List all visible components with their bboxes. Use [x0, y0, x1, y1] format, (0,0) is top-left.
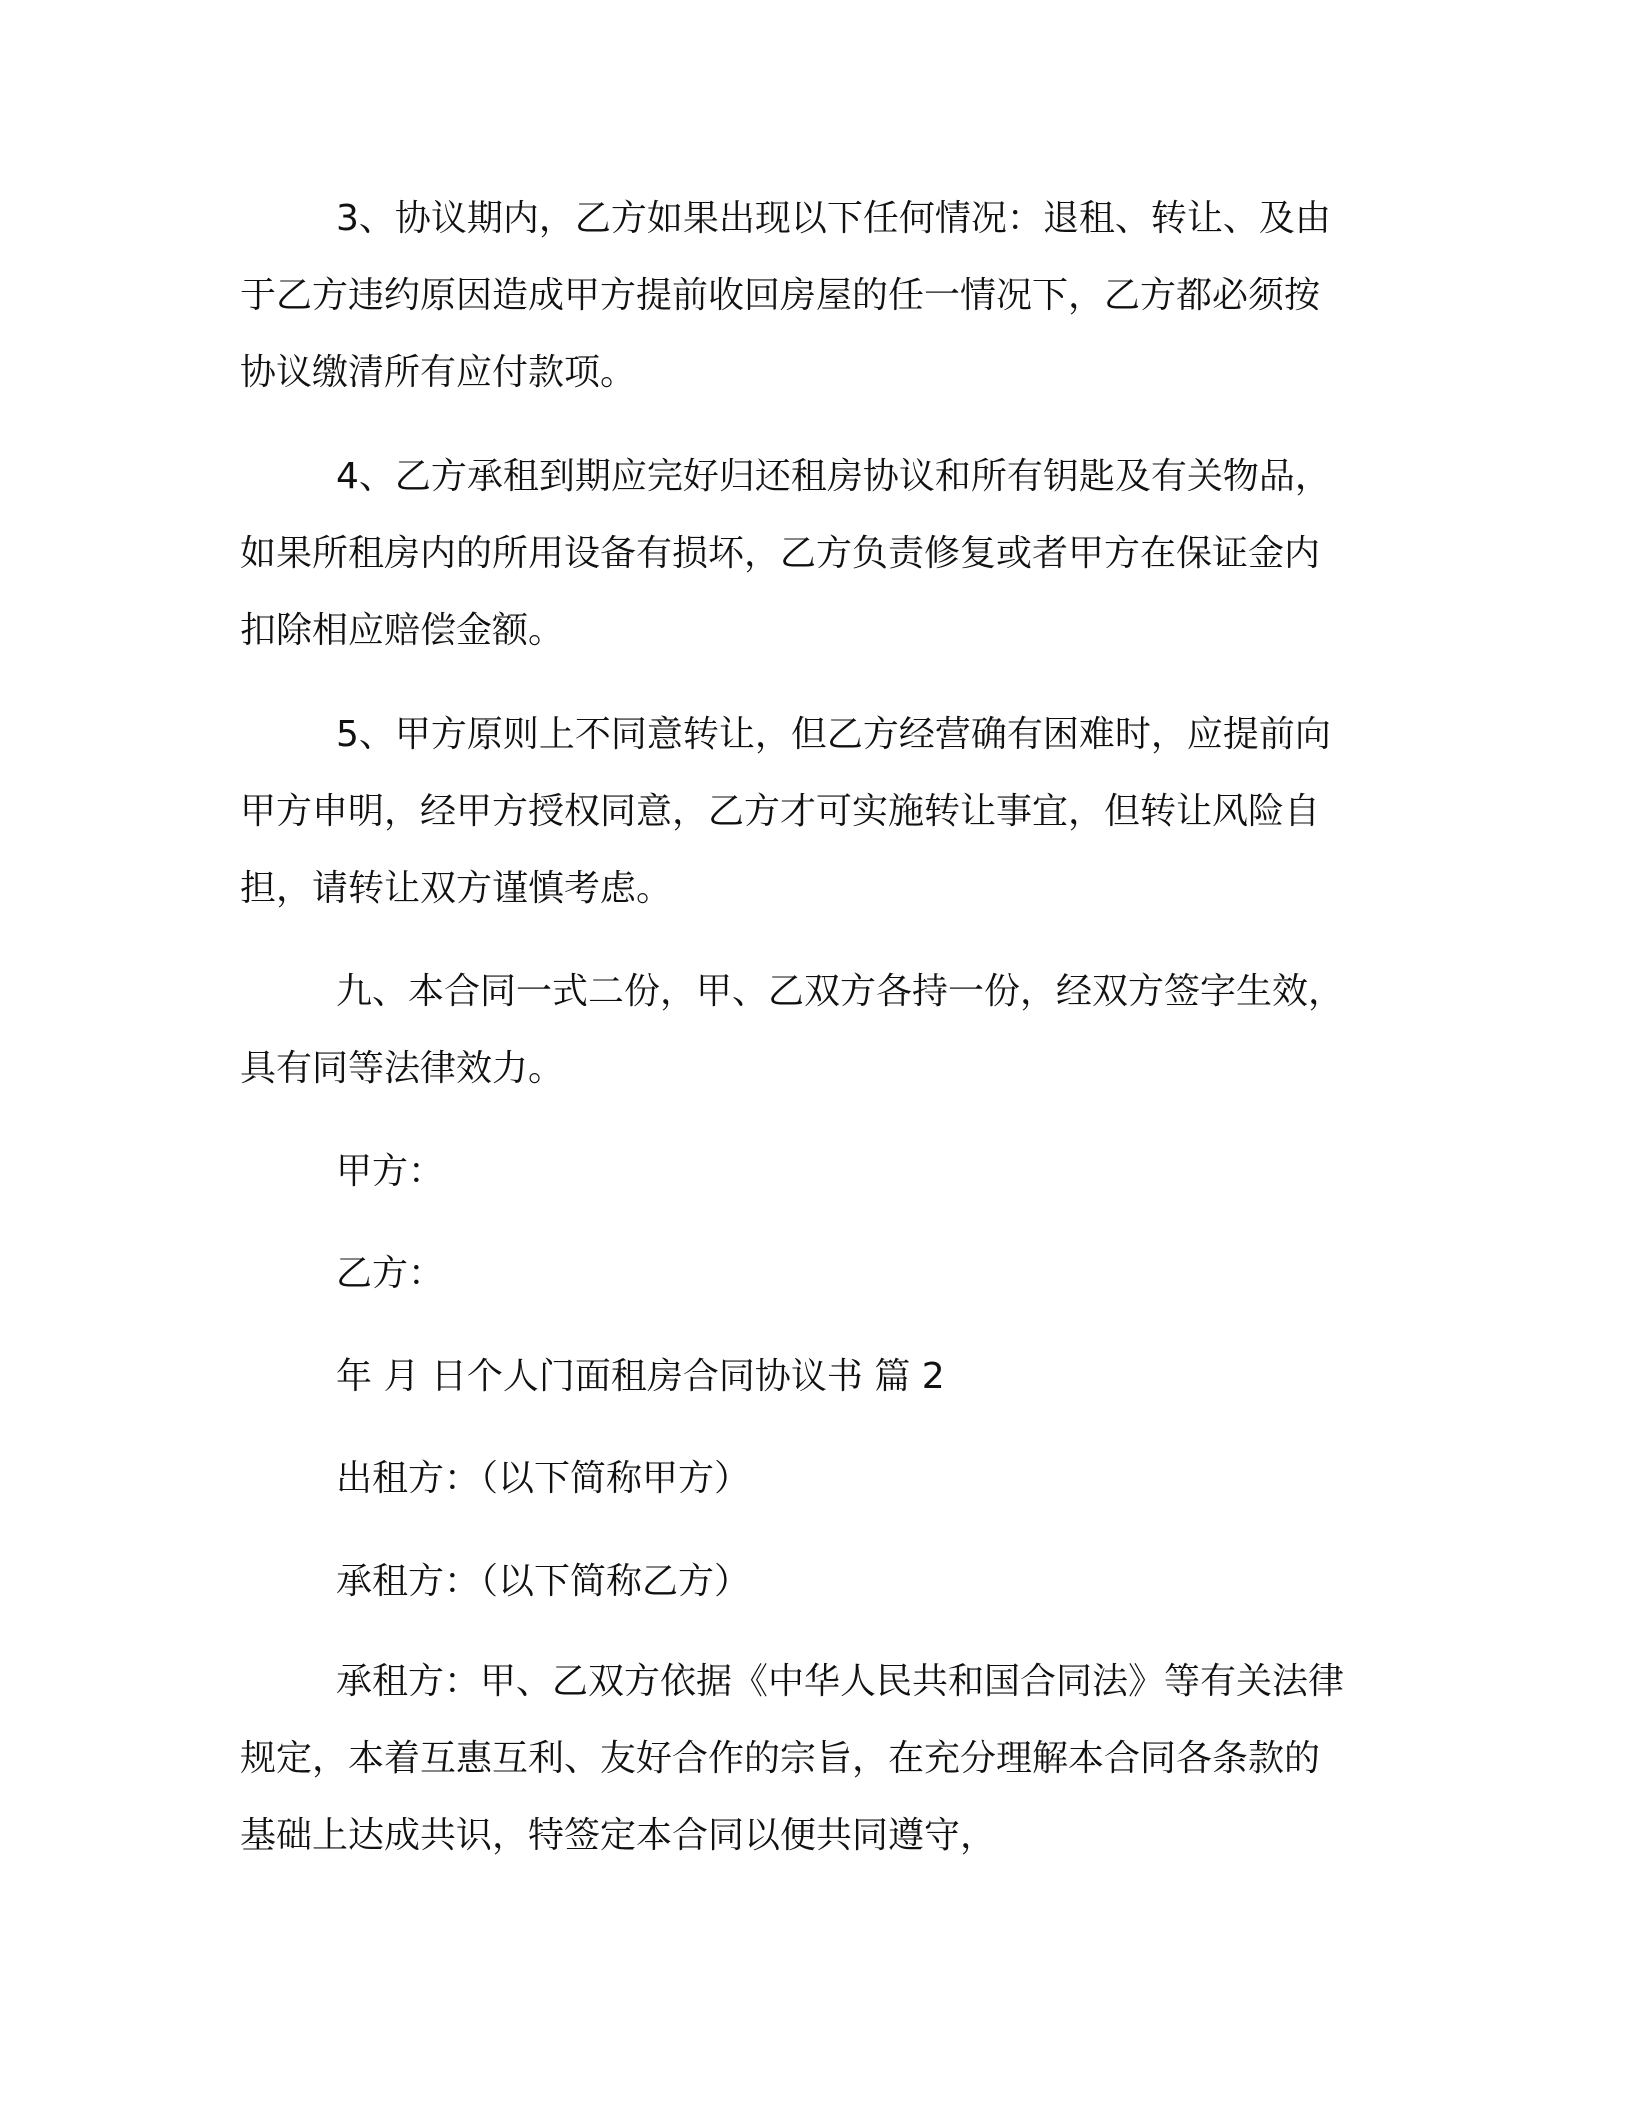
preamble-line-3: 基础上达成共识，特签定本合同以便共同遵守，: [240, 1815, 997, 1856]
clause-5-line-2: 甲方申明，经甲方授权同意，乙方才可实施转让事宜，但转让风险自: [240, 791, 1321, 832]
party-a-label: 甲方：: [336, 1151, 445, 1192]
preamble-paragraph: [240, 1643, 1420, 1874]
lessee-line: 承租方：（以下简称乙方）: [336, 1561, 751, 1602]
clause-4-paragraph: [240, 438, 1390, 669]
clause-3-line-2: 于乙方违约原因造成甲方提前收回房屋的任一情况下，乙方都必须按: [240, 275, 1321, 316]
clause-5-paragraph: [240, 696, 1390, 927]
clause-5-line-3: 担，请转让双方谨慎考虑。: [240, 868, 673, 909]
preamble-line-2: 规定，本着互惠互利、友好合作的宗旨，在充分理解本合同各条款的: [240, 1738, 1321, 1779]
preamble-line-1: 承租方：甲、乙双方依据《中华人民共和国合同法》等有关法律: [336, 1661, 1345, 1702]
clause-4-line-2: 如果所租房内的所用设备有损坏，乙方负责修复或者甲方在保证金内: [240, 533, 1321, 574]
clause-nine-line-2: 具有同等法律效力。: [240, 1048, 565, 1089]
clause-3-paragraph: [240, 180, 1390, 411]
clause-nine-line-1: 九、本合同一式二份，甲、乙双方各持一份，经双方签字生效，: [336, 971, 1345, 1012]
clause-5-line-1: 5、甲方原则上不同意转让，但乙方经营确有困难时，应提前向: [336, 714, 1331, 755]
clause-nine-paragraph: [240, 953, 1390, 1107]
clause-3-line-3: 协议缴清所有应付款项。: [240, 352, 637, 393]
party-b-label: 乙方：: [336, 1253, 445, 1294]
clause-4-line-1: 4、乙方承租到期应完好归还租房协议和所有钥匙及有关物品，: [336, 456, 1331, 497]
clause-4-line-3: 扣除相应赔偿金额。: [240, 610, 565, 651]
contract-heading: 年 月 日个人门面租房合同协议书 篇 2: [336, 1356, 945, 1397]
lessor-line: 出租方：（以下简称甲方）: [336, 1458, 751, 1499]
clause-3-line-1: 3、协议期内，乙方如果出现以下任何情况：退租、转让、及由: [336, 198, 1331, 239]
